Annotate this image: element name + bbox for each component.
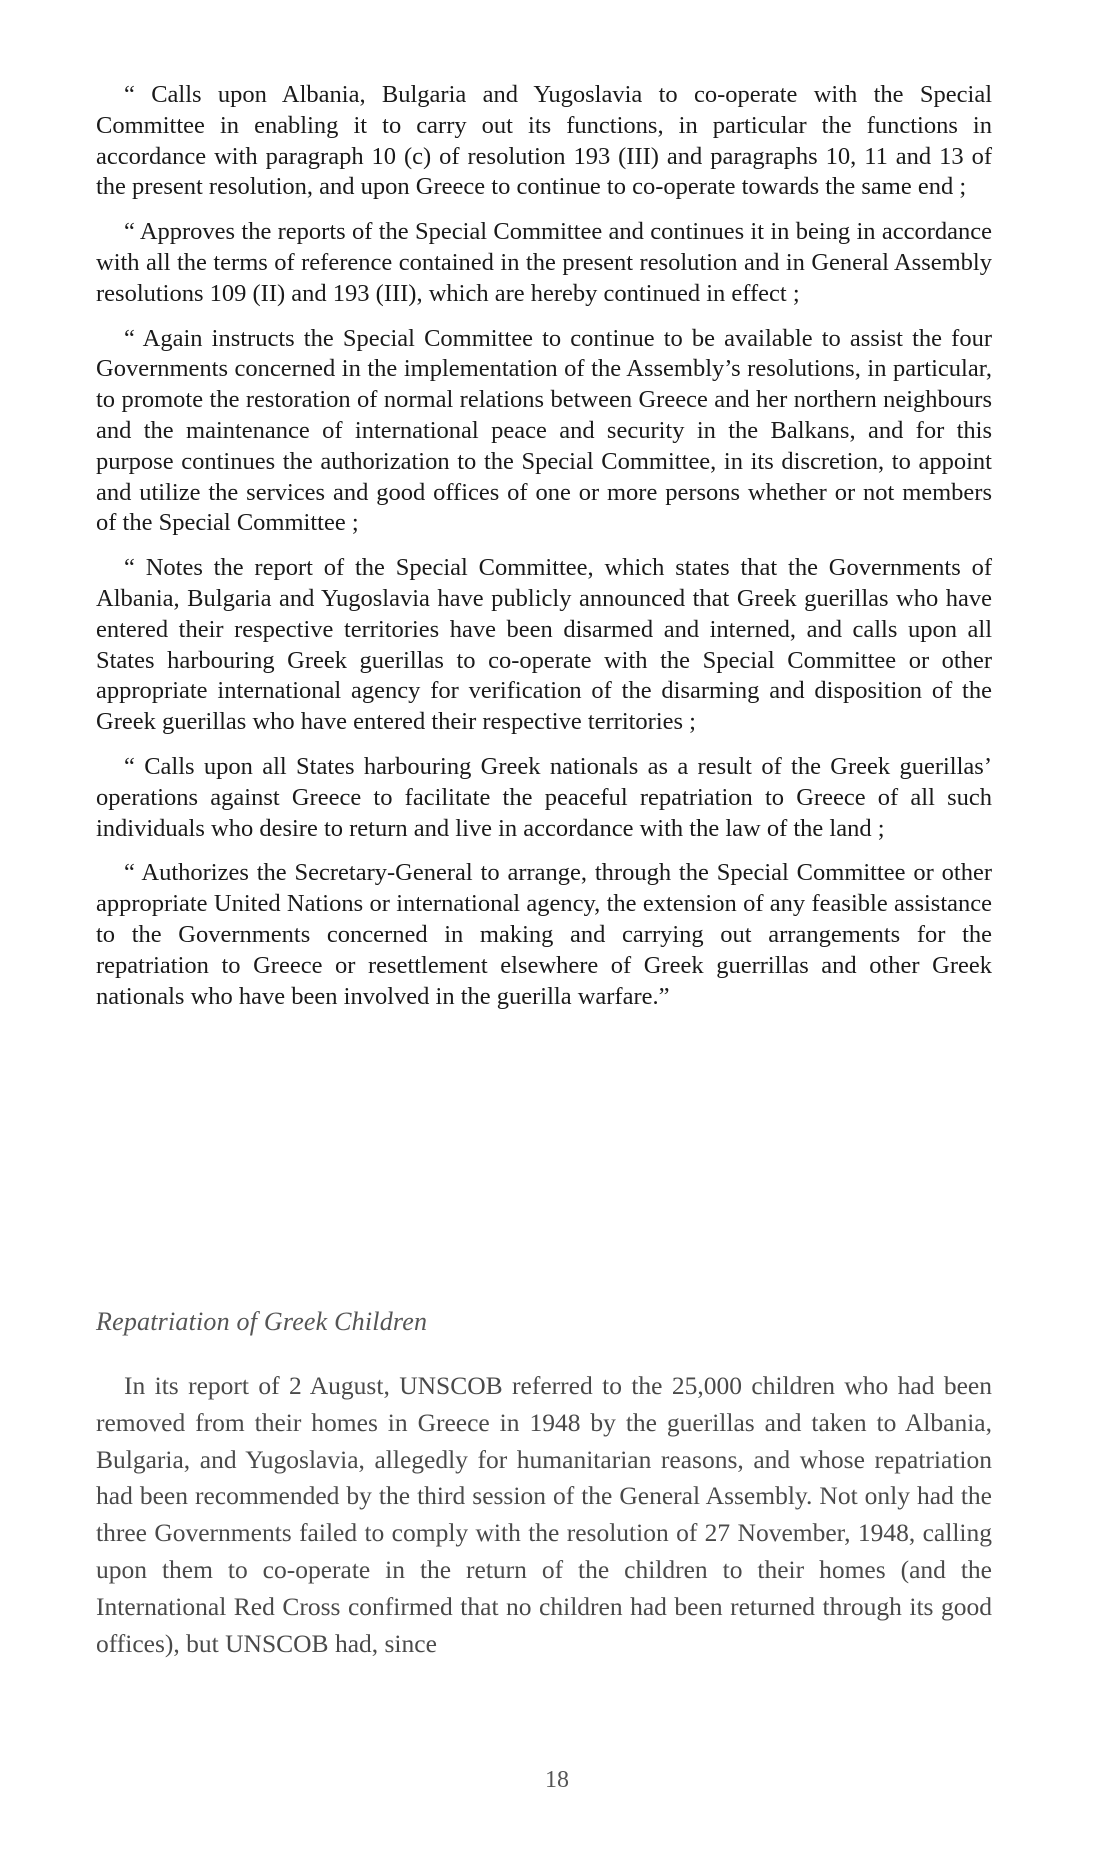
section-body-paragraph: In its report of 2 August, UNSCOB referred to the 25,000 children who had been removed from their homes in Greece in 1948 by the guerillas and taken to Albania, Bulgaria, and Yugoslavia, allegedly for humanitarian reasons, and whose repatriation had been recommended by the third session of the General Assembly. Not only had the three Governments failed to comply with the resolution of 27 November, 1948, calling upon them to co-operate in the return of the children to their homes (and the International Red Cross confirmed that no children had been returned through its good offices), but UNSCOB had, since [96, 1371, 992, 1658]
section-heading: Repatriation of Greek Children [96, 1307, 428, 1336]
resolution-paragraph: “ Authorizes the Secretary-General to arrange, through the Special Committee or other appropriate United Nations or international agency, the extension of any feasible assistance to the Governments concerned in making and carrying out arrangements for the repatriation to Greece or resettlement elsewhere of Greek guerrillas and other Greek nationals who have been involved in the guerilla warfare.” [96, 859, 992, 1010]
resolution-paragraph: “ Again instructs the Special Committee to continue to be available to assist the four Governments concerned in the implementation of the Assembly’s resolutions, in particular, to promote the restoration of normal relations between Greece and her northern neighbours and the maintenance of international peace and security in the Balkans, and for this purpose continues the authorization to the Special Committee, in its discretion, to appoint and utilize the services and good offices of one or more persons whether or not members of the Special Committee ; [96, 324, 992, 537]
resolution-paragraph: “ Calls upon Albania, Bulgaria and Yugoslavia to co-operate with the Special Committee in enabling it to carry out its functions, in particular the functions in accordance with paragraph 10 (c) of resolution 193 (III) and paragraphs 10, 11 and 13 of the present resolution, and upon Greece to continue to co-operate towards the same end ; [96, 81, 992, 201]
resolution-paragraph: “ Approves the reports of the Special Committee and continues it in being in accordance with all the terms of reference contained in the present resolution and in General Assembly resolutions 109 (II) and 193 (III), which are hereby continued in effect ; [96, 218, 992, 307]
resolution-paragraph: “ Calls upon all States harbouring Greek nationals as a result of the Greek guerillas’ operations against Greece to facilitate the peaceful repatriation to Greece of all such individuals who desire to return and live in accordance with the law of the land ; [96, 752, 992, 842]
page-number: 18 [545, 1767, 569, 1793]
quoted-resolution-block [96, 80, 992, 1026]
resolution-paragraph: “ Notes the report of the Special Committee, which states that the Governments of Albania, Bulgaria and Yugoslavia have publicly announced that Greek guerillas who have entered their respective territories have been disarmed and interned, and calls upon all States harbouring Greek guerillas to co-operate with the Special Committee or other appropriate international agency for verification of the disarming and disposition of the Greek guerillas who have entered their respective territories ; [96, 554, 992, 736]
